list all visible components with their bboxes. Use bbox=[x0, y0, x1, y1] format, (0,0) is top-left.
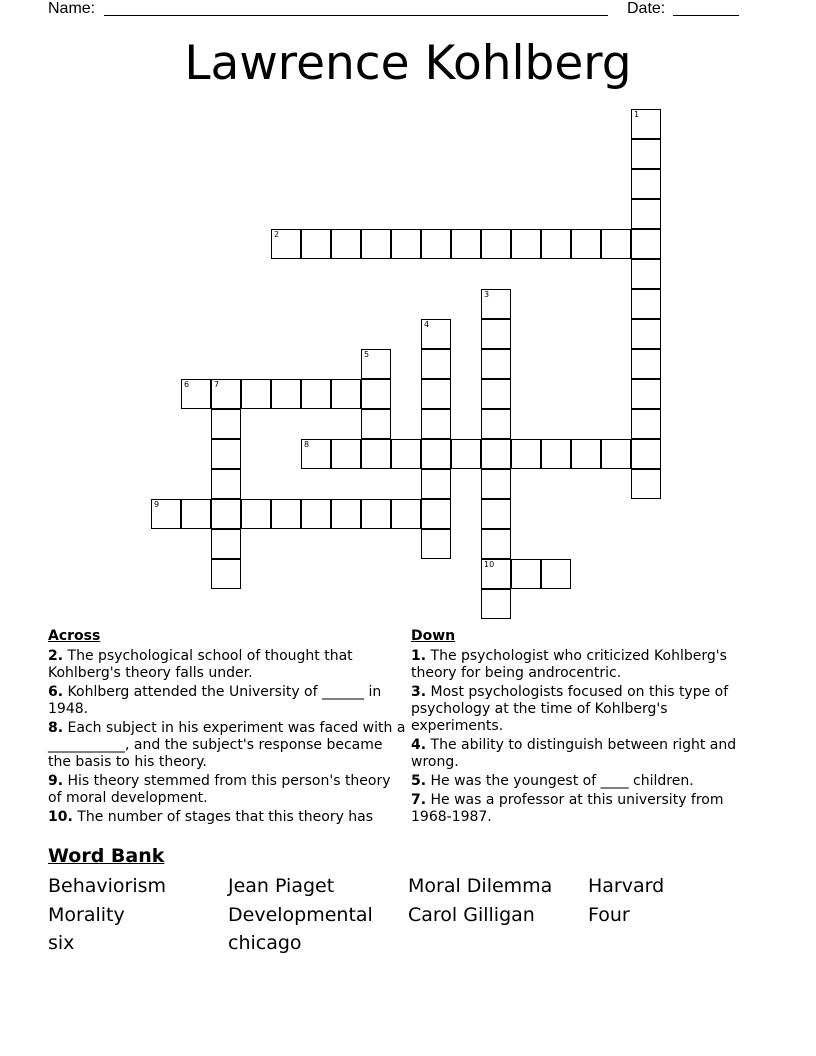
grid-cell[interactable] bbox=[331, 379, 361, 409]
clue-text: The number of stages that this theory has bbox=[77, 809, 374, 825]
grid-cell[interactable] bbox=[211, 379, 241, 409]
grid-cell[interactable] bbox=[211, 559, 241, 589]
grid-cell[interactable] bbox=[421, 469, 451, 499]
page-title: Lawrence Kohlberg bbox=[184, 36, 632, 91]
word-bank-item: Jean Piaget bbox=[228, 875, 335, 897]
grid-cell[interactable] bbox=[271, 229, 301, 259]
grid-cell[interactable] bbox=[631, 169, 661, 199]
clue-down-1 bbox=[411, 648, 761, 682]
grid-cell[interactable] bbox=[511, 559, 541, 589]
word-bank-title: Word Bank bbox=[48, 845, 165, 867]
grid-cell[interactable] bbox=[541, 559, 571, 589]
down-clues bbox=[411, 628, 761, 828]
grid-cell[interactable] bbox=[181, 499, 211, 529]
clue-down-5 bbox=[411, 773, 761, 790]
clue-text: The ability to distinguish between right and wrong. bbox=[411, 737, 737, 770]
grid-cell[interactable] bbox=[421, 409, 451, 439]
cell-number: 4 bbox=[424, 320, 430, 329]
grid-cell[interactable] bbox=[271, 379, 301, 409]
grid-cell[interactable] bbox=[481, 499, 511, 529]
grid-cell[interactable] bbox=[361, 409, 391, 439]
grid-cell[interactable] bbox=[631, 379, 661, 409]
grid-cell[interactable] bbox=[211, 439, 241, 469]
grid-cell[interactable] bbox=[601, 229, 631, 259]
down-heading: Down bbox=[411, 628, 456, 644]
clue-down-3 bbox=[411, 684, 761, 735]
grid-cell[interactable] bbox=[511, 439, 541, 469]
name-label: Name: bbox=[48, 0, 96, 17]
grid-cell[interactable] bbox=[481, 529, 511, 559]
clue-text: He was the youngest of ____ children. bbox=[430, 773, 694, 789]
grid-cell[interactable] bbox=[631, 439, 661, 469]
grid-cell[interactable] bbox=[631, 409, 661, 439]
cell-number: 2 bbox=[274, 230, 280, 239]
grid-cell[interactable] bbox=[331, 229, 361, 259]
clue-number: 2. bbox=[48, 648, 64, 664]
cell-number: 5 bbox=[364, 350, 370, 359]
grid-cell[interactable] bbox=[631, 229, 661, 259]
grid-cell[interactable] bbox=[331, 499, 361, 529]
grid-cell[interactable] bbox=[241, 379, 271, 409]
clue-number: 10. bbox=[48, 809, 73, 825]
grid-cell[interactable] bbox=[181, 379, 211, 409]
clue-across-6 bbox=[48, 684, 408, 718]
across-heading: Across bbox=[48, 628, 101, 644]
clue-text: Each subject in his experiment was faced with a ___________, and the subject's response became the basis to his theory. bbox=[48, 720, 406, 770]
grid-cell[interactable] bbox=[421, 349, 451, 379]
grid-cell[interactable] bbox=[361, 499, 391, 529]
clue-down-7 bbox=[411, 792, 761, 826]
grid-cell[interactable] bbox=[361, 229, 391, 259]
date-label: Date: bbox=[627, 0, 666, 17]
grid-cell[interactable] bbox=[241, 499, 271, 529]
clue-text: He was a professor at this university from 1968-1987. bbox=[411, 792, 724, 825]
grid-cell[interactable] bbox=[481, 409, 511, 439]
grid-cell[interactable] bbox=[631, 199, 661, 229]
grid-cell[interactable] bbox=[481, 349, 511, 379]
clue-across-9 bbox=[48, 773, 408, 807]
clue-text: His theory stemmed from this person's theory of moral development. bbox=[48, 773, 391, 806]
grid-cell[interactable] bbox=[631, 319, 661, 349]
grid-cell[interactable] bbox=[481, 319, 511, 349]
clue-text: Most psychologists focused on this type of psychology at the time of Kohlberg's experiments. bbox=[411, 684, 729, 734]
cell-number: 1 bbox=[634, 110, 640, 119]
grid-cell[interactable] bbox=[541, 439, 571, 469]
grid-cell[interactable] bbox=[421, 229, 451, 259]
grid-cell[interactable] bbox=[331, 439, 361, 469]
grid-cell[interactable] bbox=[211, 499, 241, 529]
clue-text: The psychological school of thought that Kohlberg's theory falls under. bbox=[48, 648, 353, 681]
cell-number: 10 bbox=[484, 560, 495, 569]
clue-down-4 bbox=[411, 737, 761, 771]
grid-cell[interactable] bbox=[361, 379, 391, 409]
grid-cell[interactable] bbox=[421, 439, 451, 469]
grid-cell[interactable] bbox=[211, 409, 241, 439]
clue-across-2 bbox=[48, 648, 408, 682]
grid-cell[interactable] bbox=[391, 439, 421, 469]
grid-cell[interactable] bbox=[421, 499, 451, 529]
grid-cell[interactable] bbox=[271, 499, 301, 529]
word-bank-item: Moral Dilemma bbox=[408, 875, 553, 897]
grid-cell[interactable] bbox=[301, 379, 331, 409]
grid-cell[interactable] bbox=[451, 439, 481, 469]
word-bank-item: Morality bbox=[48, 904, 125, 926]
clue-number: 6. bbox=[48, 684, 64, 700]
clue-number: 3. bbox=[411, 684, 427, 700]
word-bank-item: chicago bbox=[228, 932, 302, 954]
clue-number: 5. bbox=[411, 773, 427, 789]
word-bank-item: Carol Gilligan bbox=[408, 904, 535, 926]
clue-number: 1. bbox=[411, 648, 427, 664]
grid-cell[interactable] bbox=[451, 229, 481, 259]
cell-number: 3 bbox=[484, 290, 490, 299]
grid-cell[interactable] bbox=[301, 439, 331, 469]
grid-cell[interactable] bbox=[361, 349, 391, 379]
clue-number: 7. bbox=[411, 792, 427, 808]
word-bank-item: Developmental bbox=[228, 904, 373, 926]
grid-cell[interactable] bbox=[601, 439, 631, 469]
cell-number: 9 bbox=[154, 500, 160, 509]
grid-cell[interactable] bbox=[631, 259, 661, 289]
clue-across-10 bbox=[48, 809, 408, 826]
grid-cell[interactable] bbox=[481, 439, 511, 469]
grid-cell[interactable] bbox=[301, 229, 331, 259]
word-bank-item: Behaviorism bbox=[48, 875, 167, 897]
grid-cell[interactable] bbox=[481, 379, 511, 409]
grid-cell[interactable] bbox=[211, 529, 241, 559]
grid-cell[interactable] bbox=[631, 109, 661, 139]
grid-cell[interactable] bbox=[211, 469, 241, 499]
grid-cell[interactable] bbox=[631, 469, 661, 499]
word-bank-item: Harvard bbox=[588, 875, 665, 897]
clue-across-8 bbox=[48, 720, 408, 771]
clue-text: The psychologist who criticized Kohlberg's theory for being androcentric. bbox=[411, 648, 727, 681]
clue-text: Kohlberg attended the University of ______ in 1948. bbox=[48, 684, 382, 717]
cell-number: 7 bbox=[214, 380, 220, 389]
grid-cell[interactable] bbox=[391, 499, 421, 529]
clue-number: 8. bbox=[48, 720, 64, 736]
grid-cell[interactable] bbox=[301, 499, 331, 529]
grid-cell[interactable] bbox=[631, 349, 661, 379]
grid-cell[interactable] bbox=[571, 439, 601, 469]
grid-cell[interactable] bbox=[151, 499, 181, 529]
grid-cell[interactable] bbox=[481, 589, 511, 619]
word-bank-item: Four bbox=[588, 904, 630, 926]
clue-number: 4. bbox=[411, 737, 427, 753]
across-clues bbox=[48, 628, 408, 828]
grid-cell[interactable] bbox=[421, 379, 451, 409]
grid-cell[interactable] bbox=[541, 229, 571, 259]
cell-number: 8 bbox=[304, 440, 310, 449]
grid-cell[interactable] bbox=[361, 439, 391, 469]
grid-cell[interactable] bbox=[511, 229, 541, 259]
grid-cell[interactable] bbox=[391, 229, 421, 259]
grid-cell[interactable] bbox=[571, 229, 601, 259]
cell-number: 6 bbox=[184, 380, 190, 389]
grid-cell[interactable] bbox=[481, 559, 511, 589]
grid-cell[interactable] bbox=[631, 139, 661, 169]
word-bank-item: six bbox=[48, 932, 75, 954]
grid-cell[interactable] bbox=[481, 289, 511, 319]
grid-cell[interactable] bbox=[421, 319, 451, 349]
grid-cell[interactable] bbox=[481, 469, 511, 499]
clue-number: 9. bbox=[48, 773, 64, 789]
grid-cell[interactable] bbox=[631, 289, 661, 319]
grid-cell[interactable] bbox=[481, 229, 511, 259]
grid-cell[interactable] bbox=[421, 529, 451, 559]
